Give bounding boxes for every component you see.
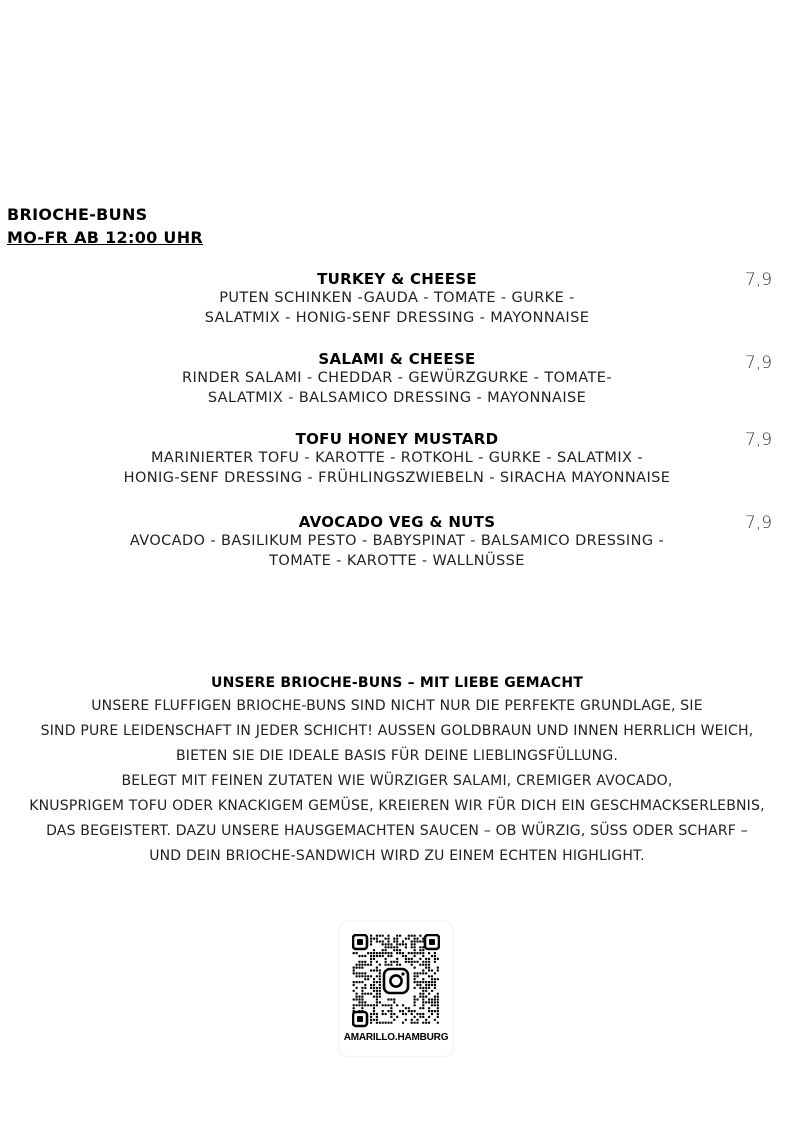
about-title: UNSERE BRIOCHE-BUNS – MIT LIEBE GEMACHT	[211, 675, 583, 691]
item-price: 7,9	[745, 513, 773, 533]
about-line: DAS BEGEISTERT. DAZU UNSERE HAUSGEMACHTEN SAUCEN – OB WÜRZIG, SÜSS ODER SCHARF –	[46, 823, 748, 839]
about-line: BIETEN SIE DIE IDEALE BASIS FÜR DEINE LIEBLINGSFÜLLUNG.	[175, 748, 619, 764]
item-name: AVOCADO VEG & NUTS	[298, 513, 496, 531]
item-description-line: HONIG-SENF DRESSING - FRÜHLINGSZWIEBELN - SIRACHA MAYONNAISE	[123, 470, 671, 486]
instagram-qr-card[interactable]	[340, 922, 452, 1056]
qr-code[interactable]	[352, 934, 440, 1028]
item-description	[0, 531, 794, 571]
item-name: TURKEY & CHEESE	[317, 270, 477, 288]
item-price: 7,9	[745, 270, 773, 290]
item-name: TOFU HONEY MUSTARD	[295, 430, 499, 448]
about-line: UND DEIN BRIOCHE-SANDWICH WIRD ZU EINEM ECHTEN HIGHLIGHT.	[149, 848, 645, 864]
item-description	[0, 368, 794, 408]
section-header	[7, 203, 203, 249]
item-description	[0, 288, 794, 328]
about-section	[0, 672, 794, 869]
section-title: BRIOCHE-BUNS	[7, 205, 148, 224]
item-description-line: TOMATE - KAROTTE - WALLNÜSSE	[269, 553, 525, 569]
item-description-line: RINDER SALAMI - CHEDDAR - GEWÜRZGURKE - TOMATE-	[182, 370, 612, 386]
instagram-icon	[382, 967, 410, 995]
opening-hours: MO-FR AB 12:00 UHR	[7, 228, 204, 247]
about-line: KNUSPRIGEM TOFU ODER KNACKIGEM GEMÜSE, KREIEREN WIR FÜR DICH EIN GESCHMACKSERLEBNIS,	[29, 798, 765, 814]
item-price: 7,9	[745, 353, 773, 373]
item-price: 7,9	[745, 430, 773, 450]
about-line: SIND PURE LEIDENSCHAFT IN JEDER SCHICHT! AUSSEN GOLDBRAUN UND INNEN HERRLICH WEICH,	[40, 723, 754, 739]
item-description-line: MARINIERTER TOFU - KAROTTE - ROTKOHL - GURKE - SALATMIX -	[151, 450, 643, 466]
about-line: UNSERE FLUFFIGEN BRIOCHE-BUNS SIND NICHT NUR DIE PERFEKTE GRUNDLAGE, SIE	[91, 698, 703, 714]
item-description-line: AVOCADO - BASILIKUM PESTO - BABYSPINAT - BALSAMICO DRESSING -	[129, 533, 665, 549]
item-description-line: PUTEN SCHINKEN -GAUDA - TOMATE - GURKE -	[219, 290, 575, 306]
instagram-handle[interactable]: AMARILLO.HAMBURG	[343, 1032, 449, 1043]
item-name: SALAMI & CHEESE	[318, 350, 476, 368]
about-line: BELEGT MIT FEINEN ZUTATEN WIE WÜRZIGER SALAMI, CREMIGER AVOCADO,	[121, 773, 673, 789]
item-description-line: SALATMIX - HONIG-SENF DRESSING - MAYONNAISE	[204, 310, 590, 326]
item-description	[0, 448, 794, 488]
item-description-line: SALATMIX - BALSAMICO DRESSING - MAYONNAISE	[207, 390, 587, 406]
